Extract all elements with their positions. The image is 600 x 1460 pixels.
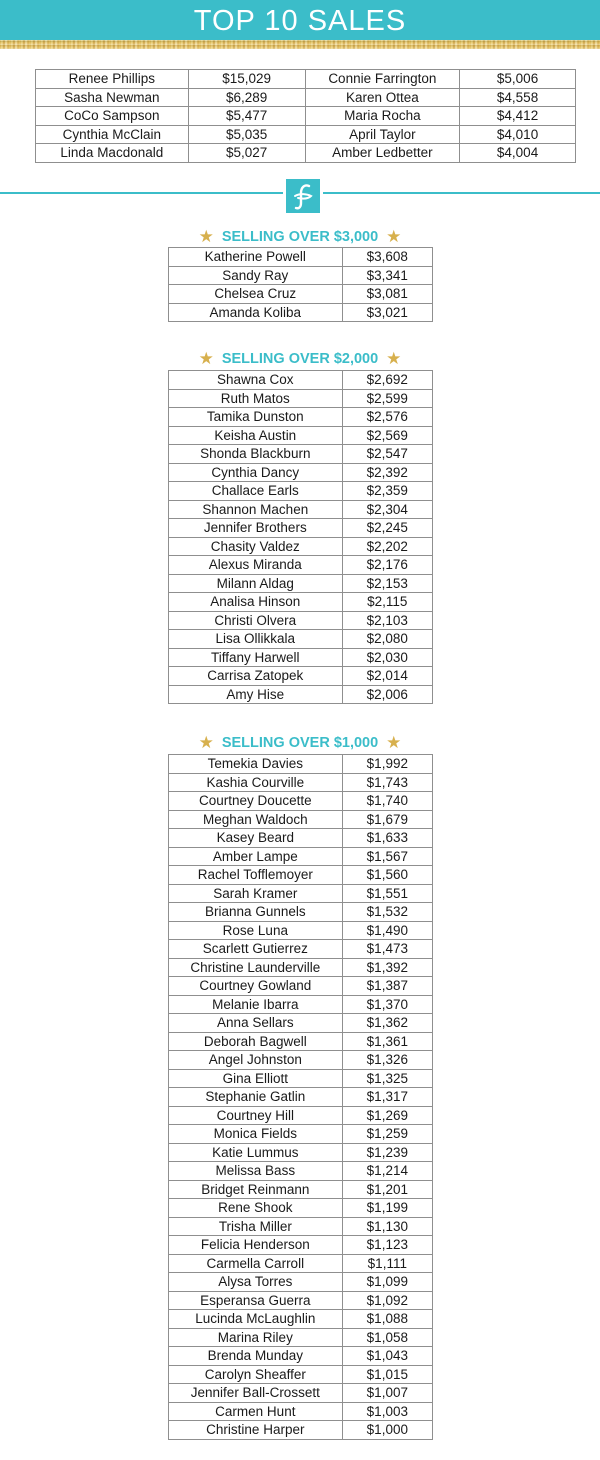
table-row (169, 389, 433, 408)
amount-cell: $4,558 (460, 88, 576, 107)
amount-cell: $3,081 (342, 285, 432, 304)
page-title: TOP 10 SALES (193, 5, 407, 37)
table-row (169, 1217, 433, 1236)
name-cell: Stephanie Gatlin (169, 1088, 343, 1107)
amount-cell: $1,362 (342, 1014, 432, 1033)
table-row (169, 1421, 433, 1440)
amount-cell: $2,153 (342, 574, 432, 593)
section-title-text: SELLING OVER $1,000 (221, 735, 379, 751)
amount-cell: $2,103 (342, 611, 432, 630)
amount-cell: $1,239 (342, 1143, 432, 1162)
name-cell: Linda Macdonald (36, 144, 189, 163)
table-row (169, 1143, 433, 1162)
name-cell: Kasey Beard (169, 829, 343, 848)
table-row (169, 593, 433, 612)
name-cell: Gina Elliott (169, 1069, 343, 1088)
name-cell: Sarah Kramer (169, 884, 343, 903)
amount-cell: $2,599 (342, 389, 432, 408)
table-row (169, 556, 433, 575)
top10-row (36, 144, 576, 163)
table-row (169, 408, 433, 427)
table-row (169, 648, 433, 667)
table-row (169, 1328, 433, 1347)
table-row (169, 266, 433, 285)
amount-cell: $6,289 (188, 88, 305, 107)
amount-cell: $2,692 (342, 371, 432, 390)
amount-cell: $2,547 (342, 445, 432, 464)
amount-cell: $1,370 (342, 995, 432, 1014)
amount-cell: $1,490 (342, 921, 432, 940)
amount-cell: $5,035 (188, 125, 305, 144)
section-title-over-1000 (0, 732, 600, 752)
amount-cell: $2,304 (342, 500, 432, 519)
star-icon: ★ (386, 349, 402, 368)
table-row (169, 921, 433, 940)
table-row (169, 285, 433, 304)
name-cell: Katie Lummus (169, 1143, 343, 1162)
table-row (169, 1199, 433, 1218)
name-cell: Brianna Gunnels (169, 903, 343, 922)
table-row (169, 537, 433, 556)
name-cell: Shonda Blackburn (169, 445, 343, 464)
amount-cell: $2,202 (342, 537, 432, 556)
amount-cell: $1,560 (342, 866, 432, 885)
amount-cell: $1,088 (342, 1310, 432, 1329)
table-row (169, 1236, 433, 1255)
name-cell: Sasha Newman (36, 88, 189, 107)
name-cell: Challace Earls (169, 482, 343, 501)
name-cell: Lucinda McLaughlin (169, 1310, 343, 1329)
name-cell: Maria Rocha (305, 107, 460, 126)
amount-cell: $1,199 (342, 1199, 432, 1218)
amount-cell: $4,412 (460, 107, 576, 126)
amount-cell: $3,021 (342, 303, 432, 322)
amount-cell: $1,743 (342, 773, 432, 792)
amount-cell: $1,387 (342, 977, 432, 996)
name-cell: Cynthia Dancy (169, 463, 343, 482)
name-cell: Melissa Bass (169, 1162, 343, 1181)
amount-cell: $1,099 (342, 1273, 432, 1292)
name-cell: Monica Fields (169, 1125, 343, 1144)
name-cell: Melanie Ibarra (169, 995, 343, 1014)
table-row (169, 1384, 433, 1403)
name-cell: April Taylor (305, 125, 460, 144)
name-cell: Carmen Hunt (169, 1402, 343, 1421)
amount-cell: $1,992 (342, 755, 432, 774)
name-cell: Kashia Courville (169, 773, 343, 792)
name-cell: Katherine Powell (169, 248, 343, 267)
table-row (169, 371, 433, 390)
amount-cell: $2,245 (342, 519, 432, 538)
name-cell: Temekia Davies (169, 755, 343, 774)
table-row (169, 500, 433, 519)
table-row (169, 1106, 433, 1125)
name-cell: Trisha Miller (169, 1217, 343, 1236)
amount-cell: $1,325 (342, 1069, 432, 1088)
table-row (169, 685, 433, 704)
table-row (169, 977, 433, 996)
amount-cell: $2,080 (342, 630, 432, 649)
section-title-text: SELLING OVER $3,000 (221, 229, 379, 245)
table-row (169, 426, 433, 445)
name-cell: Anna Sellars (169, 1014, 343, 1033)
table-row (169, 810, 433, 829)
table-row (169, 519, 433, 538)
table-row (169, 1014, 433, 1033)
name-cell: Bridget Reinmann (169, 1180, 343, 1199)
amount-cell: $1,003 (342, 1402, 432, 1421)
name-cell: Amanda Koliba (169, 303, 343, 322)
name-cell: Carmella Carroll (169, 1254, 343, 1273)
amount-cell: $1,326 (342, 1051, 432, 1070)
amount-cell: $1,551 (342, 884, 432, 903)
amount-cell: $5,477 (188, 107, 305, 126)
name-cell: Rachel Tofflemoyer (169, 866, 343, 885)
gold-glitter-border (0, 40, 600, 49)
amount-cell: $1,361 (342, 1032, 432, 1051)
name-cell: Chelsea Cruz (169, 285, 343, 304)
amount-cell: $1,201 (342, 1180, 432, 1199)
table-row (169, 940, 433, 959)
table-row (169, 995, 433, 1014)
table-row (169, 303, 433, 322)
amount-cell: $2,115 (342, 593, 432, 612)
amount-cell: $1,111 (342, 1254, 432, 1273)
name-cell: Tamika Dunston (169, 408, 343, 427)
amount-cell: $1,259 (342, 1125, 432, 1144)
amount-cell: $1,058 (342, 1328, 432, 1347)
star-icon: ★ (386, 733, 402, 752)
name-cell: Carrisa Zatopek (169, 667, 343, 686)
amount-cell: $1,567 (342, 847, 432, 866)
table-row (169, 847, 433, 866)
name-cell: Cynthia McClain (36, 125, 189, 144)
table-row (169, 1273, 433, 1292)
amount-cell: $2,576 (342, 408, 432, 427)
amount-cell: $1,130 (342, 1217, 432, 1236)
section-title-over-2000 (0, 348, 600, 368)
amount-cell: $1,000 (342, 1421, 432, 1440)
name-cell: Lisa Ollikkala (169, 630, 343, 649)
table-row (169, 1291, 433, 1310)
name-cell: Angel Johnston (169, 1051, 343, 1070)
amount-cell: $4,004 (460, 144, 576, 163)
top-10-table (35, 69, 576, 163)
star-icon: ★ (198, 733, 214, 752)
name-cell: Jennifer Ball-Crossett (169, 1384, 343, 1403)
table-row (169, 574, 433, 593)
name-cell: Analisa Hinson (169, 593, 343, 612)
name-cell: Rene Shook (169, 1199, 343, 1218)
table-row (169, 792, 433, 811)
name-cell: Ruth Matos (169, 389, 343, 408)
name-cell: Esperansa Guerra (169, 1291, 343, 1310)
name-cell: Felicia Henderson (169, 1236, 343, 1255)
name-cell: Alysa Torres (169, 1273, 343, 1292)
name-cell: Shawna Cox (169, 371, 343, 390)
name-cell: Keisha Austin (169, 426, 343, 445)
name-cell: Renee Phillips (36, 70, 189, 89)
page-title-banner (0, 0, 600, 42)
table-row (169, 1402, 433, 1421)
name-cell: Scarlett Gutierrez (169, 940, 343, 959)
table-row (169, 866, 433, 885)
star-icon: ★ (198, 227, 214, 246)
amount-cell: $1,269 (342, 1106, 432, 1125)
name-cell: Alexus Miranda (169, 556, 343, 575)
name-cell: Meghan Waldoch (169, 810, 343, 829)
table-row (169, 1347, 433, 1366)
star-icon: ★ (386, 227, 402, 246)
amount-cell: $2,359 (342, 482, 432, 501)
table-row (169, 1032, 433, 1051)
top10-row (36, 70, 576, 89)
table-row (169, 1069, 433, 1088)
name-cell: Karen Ottea (305, 88, 460, 107)
amount-cell: $2,392 (342, 463, 432, 482)
name-cell: Tiffany Harwell (169, 648, 343, 667)
table-row (169, 667, 433, 686)
name-cell: Deborah Bagwell (169, 1032, 343, 1051)
name-cell: Milann Aldag (169, 574, 343, 593)
over-1000-table (168, 754, 433, 1440)
name-cell: Marina Riley (169, 1328, 343, 1347)
table-row (169, 1310, 433, 1329)
name-cell: Carolyn Sheaffer (169, 1365, 343, 1384)
top10-row (36, 107, 576, 126)
brand-f-logo-icon (283, 176, 323, 216)
name-cell: Amy Hise (169, 685, 343, 704)
table-row (169, 248, 433, 267)
amount-cell: $2,030 (342, 648, 432, 667)
table-row (169, 773, 433, 792)
table-row (169, 755, 433, 774)
table-row (169, 1088, 433, 1107)
name-cell: Sandy Ray (169, 266, 343, 285)
name-cell: Rose Luna (169, 921, 343, 940)
name-cell: Shannon Machen (169, 500, 343, 519)
name-cell: Chasity Valdez (169, 537, 343, 556)
name-cell: CoCo Sampson (36, 107, 189, 126)
table-row (169, 958, 433, 977)
amount-cell: $1,740 (342, 792, 432, 811)
top10-row (36, 125, 576, 144)
table-row (169, 1180, 433, 1199)
amount-cell: $15,029 (188, 70, 305, 89)
amount-cell: $1,092 (342, 1291, 432, 1310)
amount-cell: $3,341 (342, 266, 432, 285)
table-row (169, 1254, 433, 1273)
table-row (169, 611, 433, 630)
table-row (169, 829, 433, 848)
section-title-text: SELLING OVER $2,000 (221, 351, 379, 367)
amount-cell: $1,532 (342, 903, 432, 922)
name-cell: Courtney Doucette (169, 792, 343, 811)
table-row (169, 1162, 433, 1181)
table-row (169, 1125, 433, 1144)
amount-cell: $2,006 (342, 685, 432, 704)
name-cell: Brenda Munday (169, 1347, 343, 1366)
amount-cell: $1,015 (342, 1365, 432, 1384)
amount-cell: $1,633 (342, 829, 432, 848)
name-cell: Jennifer Brothers (169, 519, 343, 538)
amount-cell: $1,473 (342, 940, 432, 959)
amount-cell: $1,007 (342, 1384, 432, 1403)
table-row (169, 1365, 433, 1384)
name-cell: Amber Lampe (169, 847, 343, 866)
name-cell: Christine Launderville (169, 958, 343, 977)
amount-cell: $5,006 (460, 70, 576, 89)
amount-cell: $2,176 (342, 556, 432, 575)
name-cell: Courtney Gowland (169, 977, 343, 996)
amount-cell: $1,214 (342, 1162, 432, 1181)
table-row (169, 1051, 433, 1070)
amount-cell: $1,392 (342, 958, 432, 977)
amount-cell: $4,010 (460, 125, 576, 144)
over-2000-table (168, 370, 433, 704)
amount-cell: $1,123 (342, 1236, 432, 1255)
table-row (169, 482, 433, 501)
name-cell: Amber Ledbetter (305, 144, 460, 163)
table-row (169, 884, 433, 903)
amount-cell: $3,608 (342, 248, 432, 267)
amount-cell: $1,043 (342, 1347, 432, 1366)
table-row (169, 630, 433, 649)
over-3000-table (168, 247, 433, 322)
name-cell: Christine Harper (169, 1421, 343, 1440)
amount-cell: $2,569 (342, 426, 432, 445)
table-row (169, 445, 433, 464)
table-row (169, 463, 433, 482)
table-row (169, 903, 433, 922)
amount-cell: $1,679 (342, 810, 432, 829)
amount-cell: $5,027 (188, 144, 305, 163)
top10-row (36, 88, 576, 107)
section-title-over-3000 (0, 226, 600, 246)
star-icon: ★ (198, 349, 214, 368)
name-cell: Courtney Hill (169, 1106, 343, 1125)
amount-cell: $2,014 (342, 667, 432, 686)
name-cell: Connie Farrington (305, 70, 460, 89)
name-cell: Christi Olvera (169, 611, 343, 630)
amount-cell: $1,317 (342, 1088, 432, 1107)
